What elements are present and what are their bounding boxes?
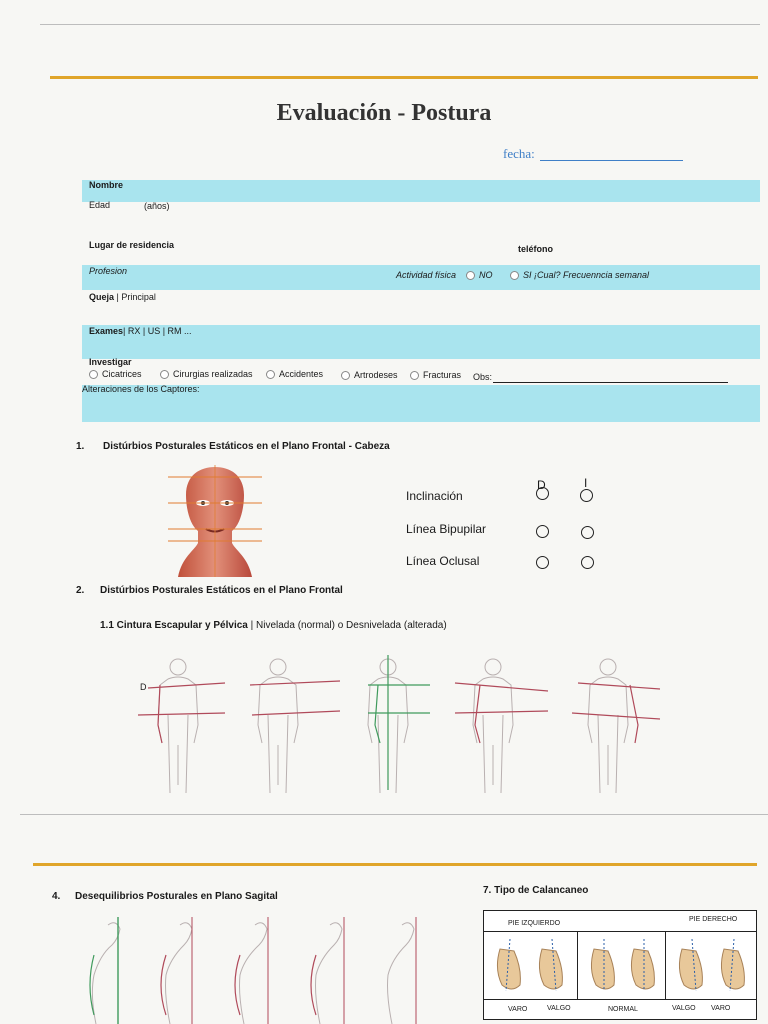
obs-label: Obs: xyxy=(473,372,493,382)
radio-inclinacion-i[interactable] xyxy=(580,489,593,502)
label-varo-right: VARO xyxy=(711,1005,731,1012)
option-cicatrices[interactable]: Cicatrices xyxy=(89,369,142,379)
section2-title: Distúrbios Posturales Estáticos en el Plano Frontal xyxy=(100,585,343,596)
radio-oclusal-i[interactable] xyxy=(581,556,594,569)
label-varo-left: VARO xyxy=(508,1006,528,1013)
label-valgo-right: VALGO xyxy=(672,1005,696,1012)
obs-field[interactable] xyxy=(493,382,728,383)
page-title: Evaluación - Postura xyxy=(276,100,492,126)
radio-no[interactable] xyxy=(466,271,475,280)
radio-cirurgias[interactable] xyxy=(160,370,169,379)
section4-title: Desequilibrios Posturales en Plano Sagital xyxy=(75,891,278,902)
anos-label: (años) xyxy=(144,201,170,211)
actividad-label: Actividad física xyxy=(396,270,457,280)
exames-label: Exames| RX | US | RM ... xyxy=(89,326,192,336)
figure-d-mark: D xyxy=(140,682,147,692)
lugar-label: Lugar de residencia xyxy=(89,240,175,250)
radio-cicatrices[interactable] xyxy=(89,370,98,379)
edad-label: Edad xyxy=(89,200,111,210)
radio-fracturas[interactable] xyxy=(410,371,419,380)
radio-bipupilar-i[interactable] xyxy=(581,526,594,539)
radio-oclusal-d[interactable] xyxy=(536,556,549,569)
col-d-label: D xyxy=(537,478,546,492)
option-accidentes[interactable]: Accidentes xyxy=(266,369,323,379)
pie-derecho-label: PIE DERECHO xyxy=(689,916,738,923)
radio-bipupilar-d[interactable] xyxy=(536,525,549,538)
item-bipupilar: Línea Bipupilar xyxy=(406,522,487,536)
profesion-label: Profesion xyxy=(89,266,128,276)
queja-label: Queja | Principal xyxy=(89,292,156,302)
col-i-label: I xyxy=(584,476,588,490)
fecha-field[interactable] xyxy=(540,160,683,161)
calcaneo-footer-rule xyxy=(484,999,756,1000)
section2-subtitle: 1.1 Cintura Escapular y Pélvica | Nivelada (normal) o Desnivelada (alterada) xyxy=(100,620,447,631)
section1-title: Distúrbios Posturales Estáticos en el Plano Frontal - Cabeza xyxy=(103,441,390,452)
section2-number: 2. xyxy=(76,585,85,596)
radio-inclinacion-d[interactable] xyxy=(536,487,549,500)
heel-illustrations xyxy=(490,939,750,995)
frontal-figures-row xyxy=(130,645,670,795)
radio-accidentes[interactable] xyxy=(266,370,275,379)
section1-number: 1. xyxy=(76,441,85,452)
frontal-body-figures xyxy=(130,645,670,795)
top-divider xyxy=(40,24,760,25)
calcaneo-table xyxy=(483,910,757,1020)
actividad-si[interactable]: SI ¡Cual? Frecuenncia semanal xyxy=(510,270,649,280)
head-anatomy-figure xyxy=(160,465,270,577)
actividad-no[interactable]: NO xyxy=(466,270,493,280)
pie-izquierdo-label: PIE IZQUIERDO xyxy=(508,920,561,927)
sagittal-body-figures xyxy=(80,915,430,1024)
radio-artrodeses[interactable] xyxy=(341,371,350,380)
lower-gold-rule xyxy=(33,863,757,866)
fecha-label: fecha: xyxy=(503,146,535,161)
section7-title: 7. Tipo de Calancaneo xyxy=(483,885,589,896)
section4-number: 4. xyxy=(52,891,61,902)
nombre-label: Nombre xyxy=(89,180,124,190)
label-normal: NORMAL xyxy=(608,1006,638,1013)
label-valgo-left: VALGO xyxy=(547,1005,571,1012)
band-nombre xyxy=(82,180,760,202)
radio-si[interactable] xyxy=(510,271,519,280)
investigar-label: Investigar xyxy=(89,357,132,367)
header-gold-rule xyxy=(50,76,758,79)
item-inclinacion: Inclinación xyxy=(406,489,463,503)
option-artrodeses[interactable]: Artrodeses xyxy=(341,370,398,380)
alteraciones-label: Alteraciones de los Captores: xyxy=(82,384,200,394)
item-oclusal: Línea Oclusal xyxy=(406,554,480,568)
page-break-rule xyxy=(20,814,768,815)
option-cirurgias[interactable]: Cirurgias realizadas xyxy=(160,369,253,379)
telefono-label: teléfono xyxy=(518,244,553,254)
option-fracturas[interactable]: Fracturas xyxy=(410,370,461,380)
